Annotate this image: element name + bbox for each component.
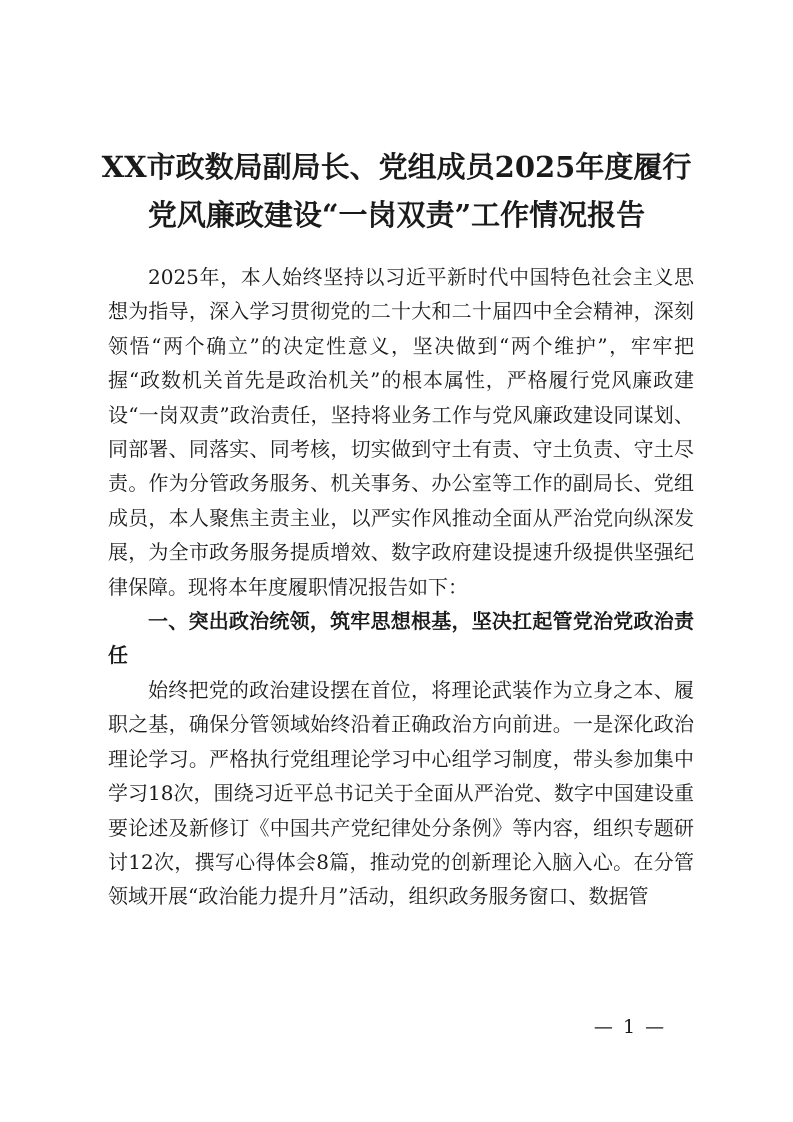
section-1-paragraph: 始终把党的政治建设摆在首位，将理论武装作为立身之本、履职之基，确保分管领域始终沿着正确政治方向前进。一是深化政治理论学习。严格执行党组理论学习中心组学习制度，带头参加集中学习18次，围绕习近平总书记关于全面从严治党、数字中国建设重要论述及新修订《中国共产党纪律处分条例》等内容，组织专题研讨12次，撰写心得体会8篇，推动党的创新理论入脑入心。在分管领域开展“政治能力提升月”活动，组织政务服务窗口、数据管: [108, 677, 694, 909]
page-number: — 1 —: [593, 1016, 667, 1038]
title-line-1: XX市政数局副局长、党组成员2025年度履行: [101, 150, 692, 184]
intro-paragraph: 2025年，本人始终坚持以习近平新时代中国特色社会主义思想为指导，深入学习贯彻党的二十大和二十届四中全会精神，深刻领悟“两个确立”的决定性意义，坚决做到“两个维护”，牢牢把握“政数机关首先是政治机关”的根本属性，严格履行党风廉政建设“一岗双责”政治责任，坚持将业务工作与党风廉政建设同谋划、同部署、同落实、同考核，切实做到守土有责、守土负责、守土尽责。作为分管政务服务、机关事务、办公室等工作的副局长、党组成员，本人聚焦主责主业，以严实作风推动全面从严治党向纵深发展，为全市政务服务提质增效、数字政府建设提速升级提供坚强纪律保障。现将本年度履职情况报告如下：: [108, 265, 694, 599]
title-line-2: 党风廉政建设“一岗双责”工作情况报告: [147, 198, 646, 232]
document-body: [108, 260, 694, 914]
document-title: [96, 143, 697, 239]
section-1-heading: 一、突出政治统领，筑牢思想根基，坚决扛起管党治党政治责任: [108, 609, 694, 668]
